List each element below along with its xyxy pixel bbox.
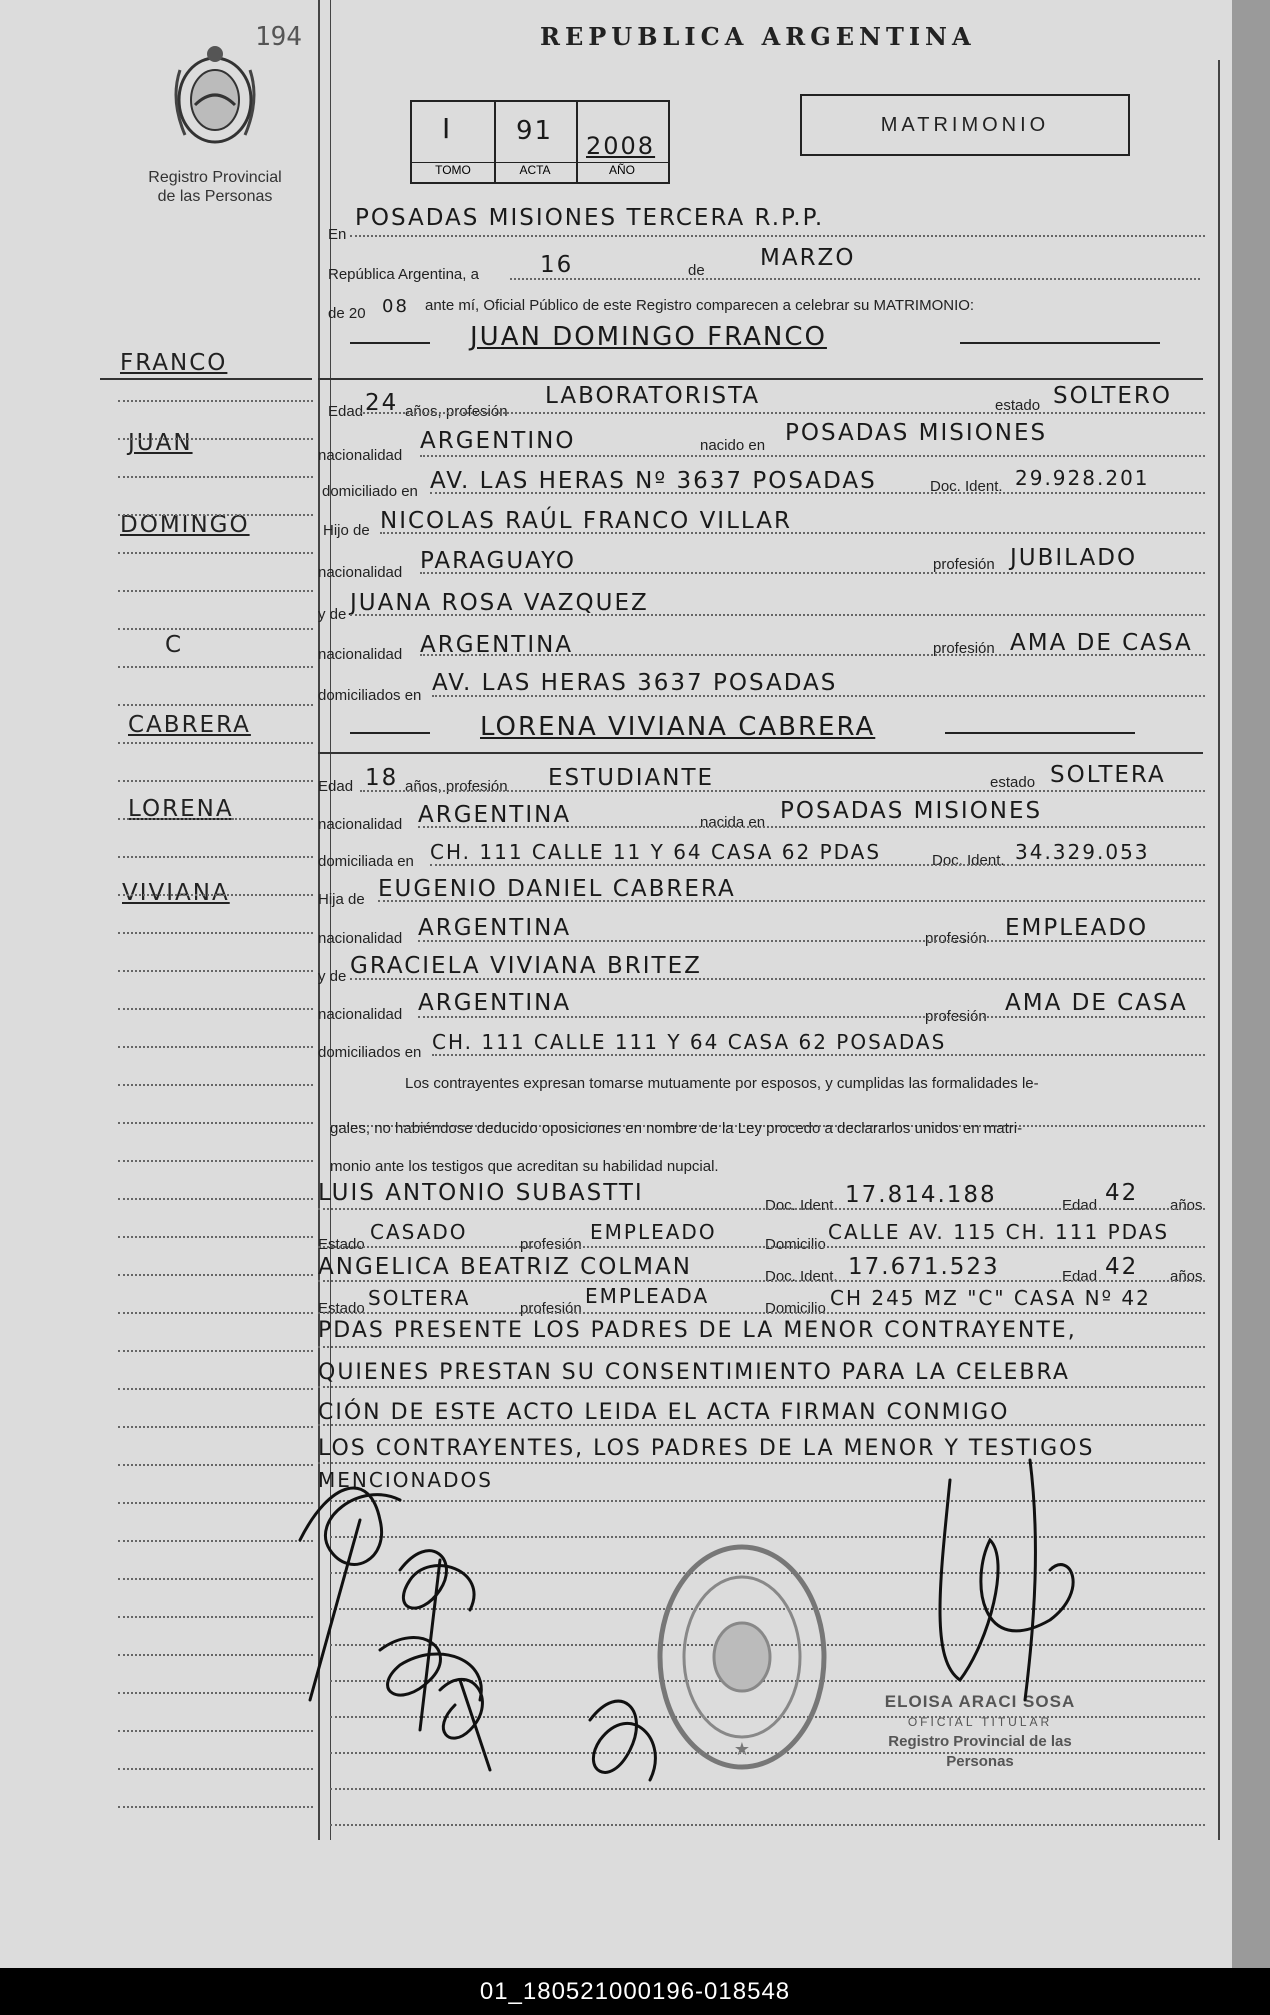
margin-ruled-line <box>118 1160 313 1162</box>
line <box>380 532 1205 534</box>
bride-doc: 34.329.053 <box>1015 840 1150 864</box>
margin-ruled-line <box>118 400 313 402</box>
margin-name-5: CABRERA <box>128 712 251 738</box>
margin-name-7: VIVIANA <box>122 880 230 906</box>
groom-edad-label: Edad <box>328 403 364 420</box>
line <box>430 492 1205 494</box>
official-institution: Registro Provincial de las Personas <box>888 1733 1072 1770</box>
groom-nac-label: nacionalidad <box>318 447 403 464</box>
margin-ruled-line <box>118 666 313 668</box>
margin-ruled-line <box>118 1236 313 1238</box>
margin-ruled-line <box>118 1806 313 1808</box>
line <box>418 826 1205 828</box>
witness2-estado: SOLTERA <box>368 1286 471 1310</box>
official-signature <box>940 1460 1073 1700</box>
margin-ruled-line <box>118 1616 313 1618</box>
line <box>360 790 1205 792</box>
line <box>378 900 1205 902</box>
groom-doc-label: Doc. Ident. <box>930 478 1003 495</box>
witness2-estado-label: Estado <box>318 1300 365 1317</box>
tomo-cell <box>412 102 496 182</box>
margin-ruled-line <box>118 1426 313 1428</box>
margin-ruled-line <box>118 1046 313 1048</box>
year-suffix: 08 <box>382 296 409 317</box>
line <box>318 1208 1205 1210</box>
bride-estado: SOLTERA <box>1050 762 1166 788</box>
witness2-edad: 42 <box>1105 1254 1139 1280</box>
record-id-box <box>410 100 670 184</box>
bride-y-de-label: y de <box>318 968 347 985</box>
declaration-line-2: gales, no habiéndose deducido oposiciones en nombre de la Ley procedo a declararlos unidos en matri- <box>330 1120 1023 1137</box>
line <box>420 455 1205 457</box>
groom-nacionalidad: ARGENTINO <box>420 428 576 454</box>
witness1-estado-label: Estado <box>318 1236 365 1253</box>
registry-line-2: de las Personas <box>157 188 273 205</box>
groom-padre-nac: PARAGUAYO <box>420 548 577 574</box>
margin-ruled-line <box>118 894 313 896</box>
witness1-doc-label: Doc. Ident. <box>765 1197 838 1214</box>
witness2-anos-label: años <box>1170 1268 1203 1285</box>
groom-profesion: LABORATORISTA <box>545 383 761 409</box>
witness1-domicilio: CALLE AV. 115 CH. 111 PDAS <box>828 1220 1170 1244</box>
groom-padres-dom: AV. LAS HERAS 3637 POSADAS <box>432 670 838 696</box>
de-label: de <box>688 262 705 279</box>
ano-label: AÑO <box>576 162 668 177</box>
margin-ruled-line <box>118 590 313 592</box>
bride-profesion: ESTUDIANTE <box>548 765 715 791</box>
bride-padres-dom-label: domiciliados en <box>318 1044 422 1061</box>
groom-hijo-label: Hijo de <box>323 522 370 539</box>
margin-name-3: DOMINGO <box>120 512 250 538</box>
margin-ruled-line <box>118 1692 313 1694</box>
groom-madre-prof-label: profesión <box>933 640 995 657</box>
bride-nacionalidad: ARGENTINA <box>418 802 572 828</box>
witness2-name: ANGELICA BEATRIZ COLMAN <box>318 1254 692 1280</box>
margin-ruled-line <box>118 932 313 934</box>
place-value: POSADAS MISIONES TERCERA R.P.P. <box>355 205 825 231</box>
line <box>430 864 1205 866</box>
margin-ruled-line <box>118 818 313 820</box>
witness1-profesion-label: profesión <box>520 1236 582 1253</box>
witness2-edad-label: Edad <box>1062 1268 1098 1285</box>
bride-signature <box>400 1551 474 1730</box>
ano-value: 2008 <box>586 132 656 160</box>
groom-madre-prof: AMA DE CASA <box>1010 630 1193 656</box>
margin-ruled-line <box>118 1350 313 1352</box>
margin-ruled-line <box>118 970 313 972</box>
line <box>432 695 1205 697</box>
line <box>350 614 1205 616</box>
witness1-doc: 17.814.188 <box>845 1182 997 1208</box>
groom-edad: 24 <box>365 390 399 416</box>
bride-nac-label: nacionalidad <box>318 816 403 833</box>
witness1-domicilio-label: Domicilio <box>765 1236 826 1253</box>
groom-y-de-label: y de <box>318 606 347 623</box>
margin-ruled-line <box>118 1122 313 1124</box>
margin-ruled-line <box>118 1502 313 1504</box>
groom-signature <box>300 1488 400 1700</box>
line <box>318 1246 1205 1248</box>
bride-doc-label: Doc. Ident. <box>932 852 1005 869</box>
folio-number: 194 <box>255 22 302 52</box>
line <box>360 412 1205 414</box>
margin-name-6: LORENA <box>128 796 234 822</box>
groom-padre-prof-label: profesión <box>933 556 995 573</box>
groom-domicilio: AV. LAS HERAS Nº 3637 POSADAS <box>430 468 877 494</box>
bride-padre-prof: EMPLEADO <box>1005 915 1149 941</box>
margin-ruled-line <box>118 1312 313 1314</box>
dash <box>350 732 430 734</box>
bride-separator <box>318 752 1203 754</box>
bride-edad-label: Edad <box>318 778 354 795</box>
bride-padre-nac-label: nacionalidad <box>318 930 403 947</box>
acta-label: ACTA <box>494 162 576 177</box>
margin-ruled-line <box>118 1768 313 1770</box>
registry-name <box>130 168 300 206</box>
month-value: MARZO <box>760 245 856 271</box>
margin-ruled-line <box>118 856 313 858</box>
note-line-3: CIÓN DE ESTE ACTO LEIDA EL ACTA FIRMAN CONMIGO <box>318 1400 1010 1425</box>
bride-madre-nac-label: nacionalidad <box>318 1006 403 1023</box>
declaration-line-3: monio ante los testigos que acreditan su habilidad nupcial. <box>330 1158 719 1175</box>
groom-name: JUAN DOMINGO FRANCO <box>470 322 827 352</box>
margin-ruled-line <box>118 704 313 706</box>
page-edge-shadow <box>1232 0 1270 1968</box>
groom-padre: NICOLAS RAÚL FRANCO VILLAR <box>380 508 792 534</box>
republica-label: República Argentina, a <box>328 266 479 283</box>
ano-cell <box>576 102 668 182</box>
groom-nacido: POSADAS MISIONES <box>785 420 1048 446</box>
document-title: REPUBLICA ARGENTINA <box>540 22 976 51</box>
acta-cell <box>494 102 578 182</box>
line <box>350 978 1205 980</box>
groom-padres-dom-label: domiciliados en <box>318 687 422 704</box>
acta-value: 91 <box>516 116 554 146</box>
dash <box>960 342 1160 344</box>
tomo-label: TOMO <box>412 162 494 177</box>
margin-ruled-line <box>118 1578 313 1580</box>
line <box>318 1346 1205 1348</box>
bride-domicilio: CH. 111 CALLE 11 Y 64 CASA 62 PDAS <box>430 840 882 864</box>
margin-name-1: FRANCO <box>120 350 228 376</box>
margin-ruled-line <box>118 1198 313 1200</box>
margin-ruled-line <box>118 552 313 554</box>
official-name: ELOISA ARACI SOSA <box>884 1692 1076 1711</box>
line <box>318 1280 1205 1282</box>
groom-estado: SOLTERO <box>1053 383 1173 409</box>
margin-name-4: C <box>165 632 184 658</box>
witness2-domicilio-label: Domicilio <box>765 1300 826 1317</box>
declaration-line-1: Los contrayentes expresan tomarse mutuamente por esposos, y cumplidas las formalidades le- <box>405 1075 1039 1092</box>
bride-padre-nac: ARGENTINA <box>418 915 572 941</box>
bride-madre: GRACIELA VIVIANA BRITEZ <box>350 953 702 979</box>
bride-madre-nac: ARGENTINA <box>418 990 572 1016</box>
bride-madre-prof: AMA DE CASA <box>1005 990 1188 1016</box>
coat-of-arms-icon <box>160 40 270 155</box>
margin-separator <box>100 378 312 380</box>
groom-nacido-label: nacido en <box>700 437 766 454</box>
line <box>432 1054 1205 1056</box>
witness1-anos-label: años <box>1170 1197 1203 1214</box>
witness1-edad: 42 <box>1105 1180 1139 1206</box>
bride-nacida-label: nacida en <box>700 814 766 831</box>
groom-dom-label: domiciliado en <box>322 483 418 500</box>
svg-text:★: ★ <box>733 1739 751 1760</box>
en-label: En <box>328 226 347 243</box>
line <box>318 1312 1205 1314</box>
groom-doc: 29.928.201 <box>1015 466 1150 490</box>
line <box>318 1386 1205 1388</box>
witness1-name: LUIS ANTONIO SUBASTTI <box>318 1180 644 1206</box>
line <box>420 654 1205 656</box>
margin-ruled-line <box>118 1654 313 1656</box>
groom-madre-nac: ARGENTINA <box>420 632 574 658</box>
bride-estado-label: estado <box>990 774 1036 791</box>
margin-ruled-line <box>118 1730 313 1732</box>
margin-ruled-line <box>118 1008 313 1010</box>
groom-padre-prof: JUBILADO <box>1010 545 1138 571</box>
witness2-profesion: EMPLEADA <box>585 1284 710 1308</box>
margin-ruled-line <box>118 1274 313 1276</box>
margin-ruled-line <box>118 514 313 516</box>
registry-line-1: Registro Provincial <box>148 169 282 186</box>
witness2-doc: 17.671.523 <box>848 1254 1000 1280</box>
margin-ruled-line <box>118 1084 313 1086</box>
margin-name-2: JUAN <box>128 430 193 456</box>
groom-estado-label: estado <box>995 397 1041 414</box>
bride-name: LORENA VIVIANA CABRERA <box>480 712 876 742</box>
day-value: 16 <box>540 252 574 278</box>
witness2-domicilio: CH 245 MZ "C" CASA Nº 42 <box>830 1286 1151 1310</box>
witness1-profesion: EMPLEADO <box>590 1220 717 1244</box>
witness1-edad-label: Edad <box>1062 1197 1098 1214</box>
bride-dom-label: domiciliada en <box>318 853 414 870</box>
signatures-icon <box>290 1440 1190 1840</box>
note-line-4: LOS CONTRAYENTES, LOS PADRES DE LA MENOR Y TESTIGOS <box>318 1436 1095 1461</box>
dash <box>945 732 1135 734</box>
groom-madre: JUANA ROSA VAZQUEZ <box>350 590 649 616</box>
date-line <box>510 278 1200 280</box>
margin-ruled-line <box>118 742 313 744</box>
tomo-value: I <box>442 112 453 145</box>
bride-nacida: POSADAS MISIONES <box>780 798 1043 824</box>
groom-madre-nac-label: nacionalidad <box>318 646 403 663</box>
witness2-profesion-label: profesión <box>520 1300 582 1317</box>
line <box>418 1016 1205 1018</box>
witness1-estado: CASADO <box>370 1220 468 1244</box>
bride-madre-prof-label: profesión <box>925 1008 987 1025</box>
parent-signature <box>590 1701 655 1780</box>
margin-ruled-line <box>118 628 313 630</box>
note-line-1: PDAS PRESENTE LOS PADRES DE LA MENOR CONTRAYENTE, <box>318 1318 1077 1343</box>
line <box>418 940 1205 942</box>
margin-ruled-line <box>118 476 313 478</box>
act-type-box: MATRIMONIO <box>800 94 1130 156</box>
bride-profesion-label: años, profesión <box>405 778 508 795</box>
official-role: OFICIAL TITULAR <box>907 1715 1053 1729</box>
dash <box>350 342 430 344</box>
margin-ruled-line <box>118 1540 313 1542</box>
groom-profesion-label: años, profesión <box>405 403 508 420</box>
bride-hija-label: Hija de <box>318 891 365 908</box>
ante-text: ante mí, Oficial Público de este Registro comparecen a celebrar su MATRIMONIO: <box>425 297 975 314</box>
bride-padre: EUGENIO DANIEL CABRERA <box>378 876 736 902</box>
margin-ruled-line <box>118 1464 313 1466</box>
margin-ruled-line <box>118 438 313 440</box>
footer-code: 01_180521000196-018548 <box>0 1968 1270 2015</box>
bride-edad: 18 <box>365 765 399 791</box>
margin-ruled-line <box>118 780 313 782</box>
margin-ruled-line <box>118 1388 313 1390</box>
groom-separator <box>318 378 1203 380</box>
note-line-2: QUIENES PRESTAN SU CONSENTIMIENTO PARA LA CELEBRA <box>318 1360 1070 1385</box>
note-line-5: MENCIONADOS <box>318 1468 493 1492</box>
right-border <box>1218 60 1220 1840</box>
line <box>420 572 1205 574</box>
year-prefix: de 20 <box>328 305 366 322</box>
line <box>318 1424 1205 1426</box>
groom-padre-nac-label: nacionalidad <box>318 564 403 581</box>
bride-padres-dom: CH. 111 CALLE 111 Y 64 CASA 62 POSADAS <box>432 1030 947 1054</box>
witness2-doc-label: Doc. Ident. <box>765 1268 838 1285</box>
bride-padre-prof-label: profesión <box>925 930 987 947</box>
place-line <box>350 235 1205 237</box>
